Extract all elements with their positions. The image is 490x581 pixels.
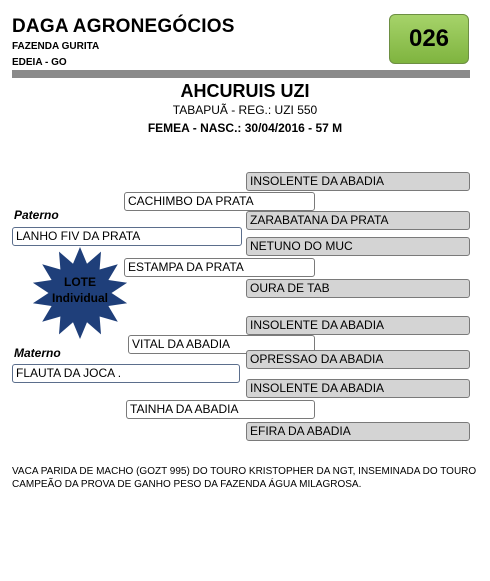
dam-dam-dam: EFIRA DA ABADIA (246, 422, 470, 441)
animal-name: AHCURUIS UZI (180, 81, 310, 101)
sex-birth-age: FEMEA - NASC.: 30/04/2016 - 57 M (147, 121, 343, 135)
sire-sire: CACHIMBO DA PRATA (124, 192, 315, 211)
sire-dam-dam: OURA DE TAB (246, 279, 470, 298)
dam-dam-sire: INSOLENTE DA ABADIA (246, 379, 470, 398)
header-divider (12, 70, 470, 78)
paterno-label: Paterno (14, 208, 59, 222)
dam: FLAUTA DA JOCA . (12, 364, 240, 383)
sire-dam: ESTAMPA DA PRATA (124, 258, 315, 277)
sire-dam-sire: NETUNO DO MUC (246, 237, 470, 256)
lot-number-badge: 026 (389, 14, 469, 64)
dam-sire-sire: INSOLENTE DA ABADIA (246, 316, 470, 335)
dam-sire: VITAL DA ABADIA (128, 335, 315, 354)
lot-badge-text (28, 274, 132, 306)
dam-sire-dam: OPRESSAO DA ABADIA (246, 350, 470, 369)
materno-label: Materno (14, 346, 61, 360)
lot-badge-line2: Individual (51, 291, 108, 305)
sire-sire-dam: ZARABATANA DA PRATA (246, 211, 470, 230)
city-name: EDEIA - GO (12, 57, 67, 68)
sire: LANHO FIV DA PRATA (12, 227, 242, 246)
breed-registration: TABAPUÃ - REG.: UZI 550 (172, 103, 318, 117)
sire-sire-sire: INSOLENTE DA ABADIA (246, 172, 470, 191)
lot-badge-line1: LOTE (64, 275, 96, 289)
company-name: DAGA AGRONEGÓCIOS (12, 16, 235, 37)
dam-dam: TAINHA DA ABADIA (126, 400, 315, 419)
notes-text: VACA PARIDA DE MACHO (GOZT 995) DO TOURO KRISTOPHER DA NGT, INSEMINADA DO TOURO CAMPEÃO DA PROVA DE GANHO PESO DA FAZENDA ÁGUA MILAGROSA. (12, 466, 477, 490)
farm-name: FAZENDA GURITA (12, 41, 100, 52)
